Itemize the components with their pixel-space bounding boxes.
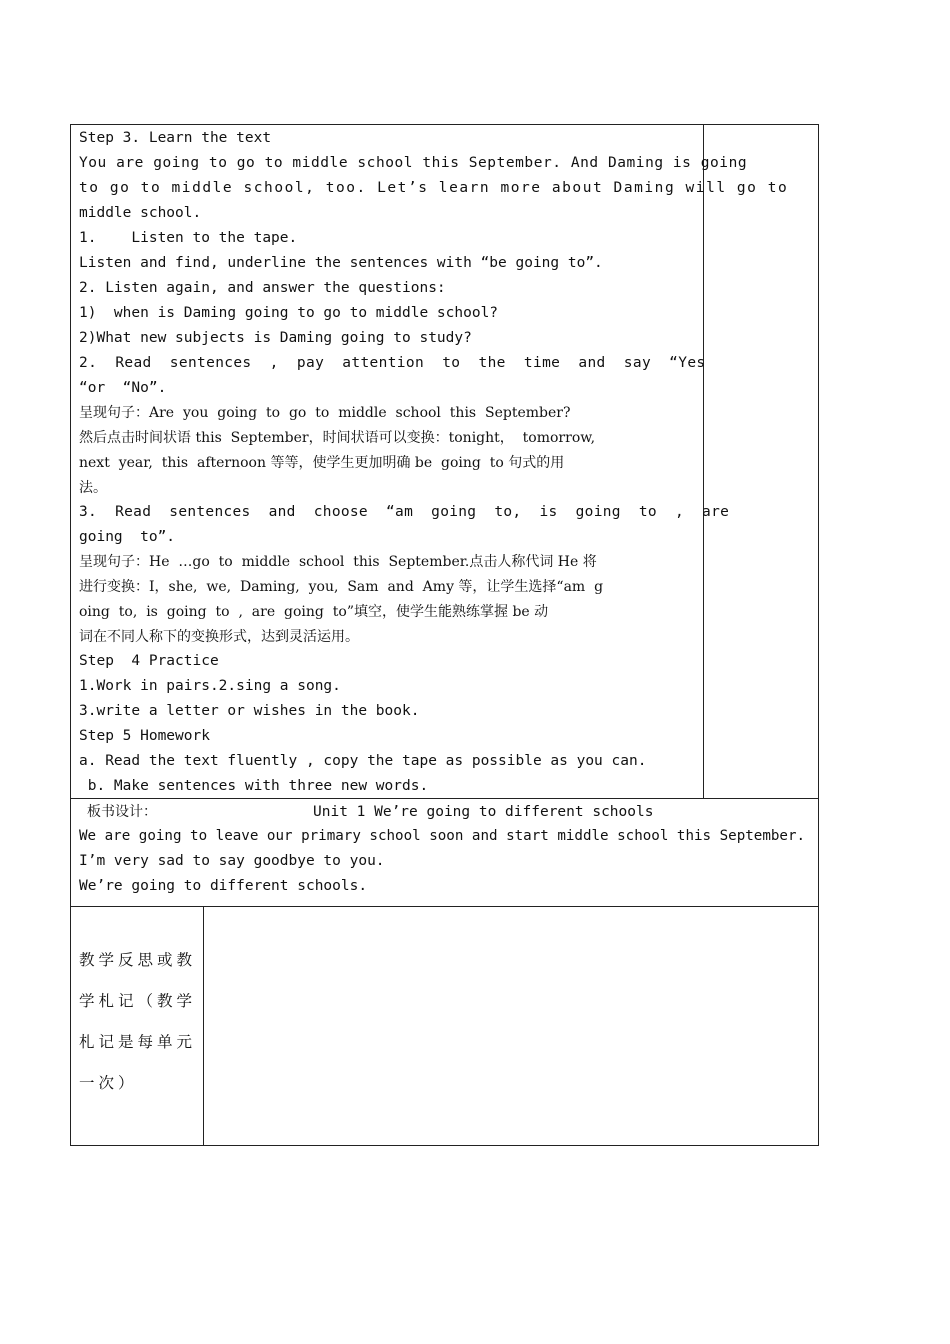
read-step-3-a: 3. Read sentences and choose “am going to, is going to , are xyxy=(79,504,730,520)
present-1-b: 然后点击时间状语 this September，时间状语可以变换：tonight， tomorrow, xyxy=(79,430,596,446)
step3-intro-3: middle school. xyxy=(79,205,202,221)
reflection-label-2: 学札记（教学 xyxy=(79,992,197,1010)
present-1-c: next year, this afternoon 等等，使学生更加明确 be going to 句式的用 xyxy=(79,455,565,471)
listen-step-1: 1. Listen to the tape. xyxy=(79,230,298,246)
reflection-label-1: 教学反思或教 xyxy=(79,951,197,969)
board-design-label: 板书设计： xyxy=(87,804,157,820)
question-2: 2)What new subjects is Daming going to study? xyxy=(79,330,472,346)
notes-cell xyxy=(703,124,819,799)
reflection-label-4: 一次） xyxy=(79,1074,138,1092)
listen-step-1-detail: Listen and find, underline the sentences with “be going to”. xyxy=(79,255,603,271)
step3-intro-2: to go to middle school, too. Let’s learn more about Daming will go to xyxy=(79,180,789,196)
present-2-a: 呈现句子：He …go to middle school this September.点击人称代词 He 将 xyxy=(79,554,597,570)
step3-intro-1: You are going to go to middle school this September. And Daming is going xyxy=(79,155,748,171)
question-1: 1) when is Daming going to go to middle school? xyxy=(79,305,499,321)
read-step-2-a: 2. Read sentences , pay attention to the time and say “Yes xyxy=(79,355,706,371)
reflection-content-cell xyxy=(203,906,819,1146)
read-step-3-b: going to”. xyxy=(79,529,176,545)
present-2-c: oing to, is going to , are going to”填空，使学生能熟练掌握 be 动 xyxy=(79,604,549,620)
practice-item-2: 3.write a letter or wishes in the book. xyxy=(79,703,420,719)
board-line-1: We are going to leave our primary school soon and start middle school this September. xyxy=(79,828,806,844)
present-1-a: 呈现句子：Are you going to go to middle school this September? xyxy=(79,405,571,421)
present-2-d: 词在不同人称下的变换形式，达到灵活运用。 xyxy=(79,629,359,645)
step3-title: Step 3. Learn the text xyxy=(79,130,272,146)
homework-b: b. Make sentences with three new words. xyxy=(79,778,429,794)
reflection-label-3: 札记是每单元 xyxy=(79,1033,197,1051)
homework-a: a. Read the text fluently , copy the tape as possible as you can. xyxy=(79,753,647,769)
board-line-2: I’m very sad to say goodbye to you. xyxy=(79,853,385,869)
listen-step-2: 2. Listen again, and answer the questions: xyxy=(79,280,446,296)
present-2-b: 进行变换：I，she, we, Daming, you, Sam and Amy 等，让学生选择“am g xyxy=(79,579,604,595)
board-line-3: We’re going to different schools. xyxy=(79,878,368,894)
read-step-2-b: “or “No”. xyxy=(79,380,167,396)
practice-item-1: 1.Work in pairs.2.sing a song. xyxy=(79,678,341,694)
board-design-title: Unit 1 We’re going to different schools xyxy=(313,804,654,820)
step5-title: Step 5 Homework xyxy=(79,728,210,744)
present-1-d: 法。 xyxy=(79,480,107,496)
step4-title: Step 4 Practice xyxy=(79,653,219,669)
